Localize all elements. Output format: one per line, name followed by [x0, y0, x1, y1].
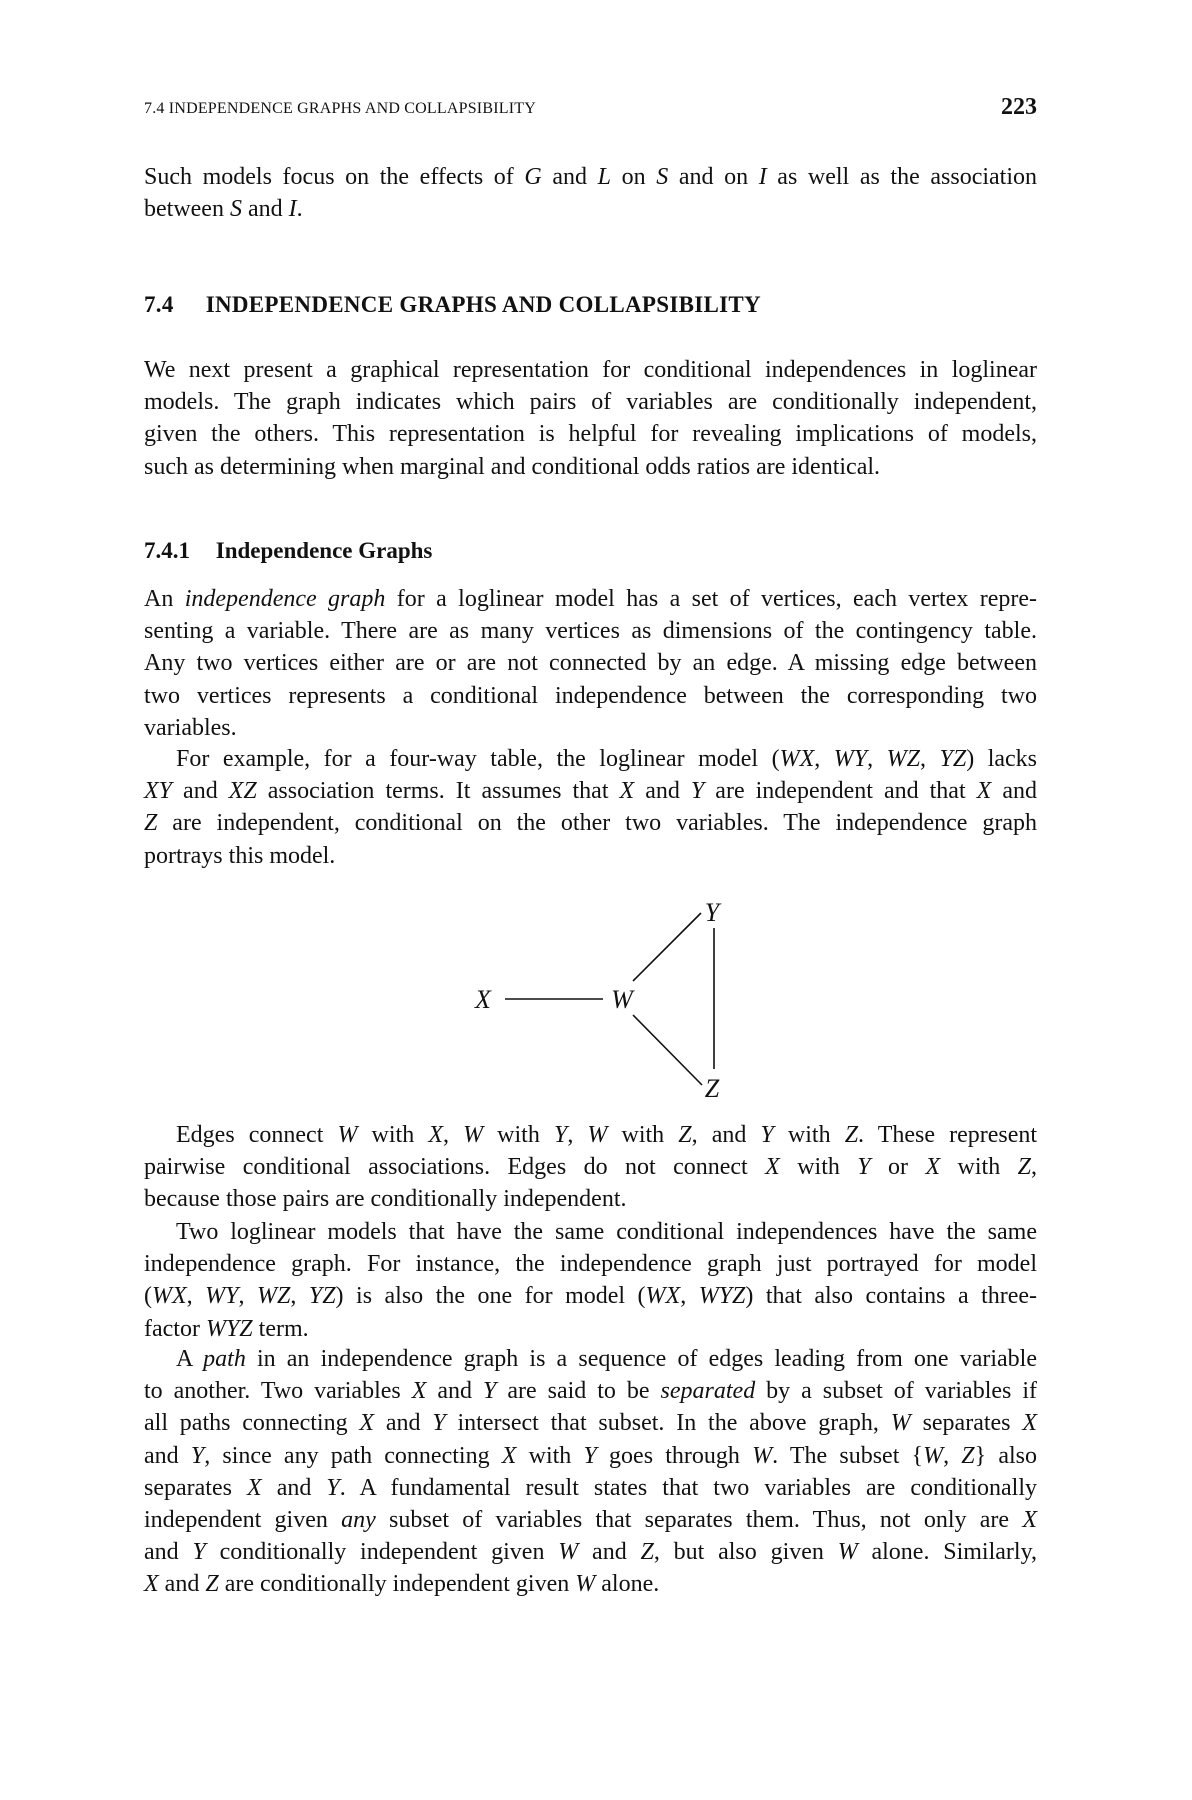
- italic-term: WYZ: [205, 1315, 253, 1342]
- paragraph-line: pairwise conditional associations. Edges do not connect X with Y or X with Z,: [144, 1154, 1037, 1181]
- paragraph-line: (WX, WY, WZ, YZ) is also the one for model (WX, WYZ) that also contains a three-: [144, 1283, 1038, 1310]
- italic-term: X: [925, 1154, 941, 1181]
- paragraph-line: We next present a graphical representation for conditional independences in loglinear: [144, 357, 1037, 383]
- subsection-title: Independence Graphs: [215, 538, 433, 563]
- italic-term: X: [765, 1154, 780, 1181]
- paragraph-line: Two loglinear models that have the same conditional independences have the same: [176, 1219, 1037, 1245]
- italic-term: Z: [1017, 1154, 1031, 1181]
- italic-term: YZ: [308, 1283, 336, 1310]
- paragraph-line: two vertices represents a conditional independence between the corresponding two: [144, 682, 1037, 709]
- paragraph-line: XY and XZ association terms. It assumes that X and Y are independent and that X and: [144, 778, 1038, 805]
- paragraph-line: independence graph. For instance, the independence graph just portrayed for model: [144, 1251, 1037, 1278]
- paragraph-line: Edges connect W with X, W with Y, W with Z, and Y with Z. These represent: [176, 1122, 1038, 1148]
- paragraph-line: models. The graph indicates which pairs of variables are conditionally independent,: [144, 389, 1037, 416]
- italic-term: WX: [779, 746, 815, 772]
- italic-term: Y: [583, 1442, 597, 1469]
- italic-term: X: [411, 1378, 427, 1405]
- italic-term: any: [341, 1507, 376, 1533]
- section-number: 7.4: [144, 292, 174, 317]
- italic-term: Y: [432, 1410, 446, 1437]
- paragraph-line: Z are independent, conditional on the other two variables. The independence graph: [144, 810, 1037, 837]
- italic-term: Z: [640, 1539, 654, 1566]
- italic-term: WX: [152, 1283, 187, 1310]
- paragraph-line: portrays this model.: [144, 842, 336, 869]
- paragraph-line: given the others. This representation is helpful for revealing implications of models,: [144, 421, 1037, 448]
- italic-term: YZ: [939, 746, 967, 772]
- subsection-number: 7.4.1: [144, 538, 190, 563]
- italic-term: W: [752, 1442, 773, 1469]
- italic-term: Z: [844, 1122, 859, 1148]
- italic-term: Y: [192, 1539, 206, 1566]
- paragraph-line: A path in an independence graph is a sequence of edges leading from one variable: [176, 1346, 1037, 1372]
- italic-term: XY: [144, 778, 173, 805]
- italic-term: Y: [326, 1474, 340, 1501]
- paragraph-line: Any two vertices either are or are not connected by an edge. A missing edge between: [144, 650, 1037, 677]
- paragraph-line: such as determining when marginal and conditional odds ratios are identical.: [144, 453, 881, 480]
- italic-term: Z: [205, 1571, 219, 1598]
- italic-term: WY: [205, 1283, 239, 1310]
- italic-term: W: [890, 1410, 911, 1437]
- node-w: W: [611, 985, 633, 1014]
- paragraph-line: because those pairs are conditionally independent.: [144, 1186, 627, 1213]
- italic-term: path: [203, 1346, 246, 1372]
- italic-term: S: [656, 164, 669, 190]
- italic-term: WZ: [257, 1283, 291, 1310]
- node-z: Z: [704, 1074, 720, 1103]
- paragraph-line: to another. Two variables X and Y are said to be separated by a subset of variables if: [144, 1378, 1037, 1405]
- italic-term: X: [359, 1410, 375, 1437]
- italic-term: W: [837, 1539, 858, 1566]
- node-x: X: [475, 985, 491, 1014]
- paragraph-line: An independence graph for a loglinear model has a set of vertices, each vertex repre-: [144, 586, 1037, 612]
- italic-term: X: [247, 1474, 262, 1501]
- italic-term: W: [558, 1539, 579, 1566]
- italic-term: Y: [857, 1154, 871, 1181]
- italic-term: WX: [645, 1283, 681, 1310]
- italic-term: separated: [660, 1378, 756, 1405]
- paragraph-line: and Y conditionally independent given W and Z, but also given W alone. Similarly,: [144, 1539, 1038, 1566]
- italic-term: X: [428, 1122, 443, 1148]
- italic-term: XZ: [228, 778, 257, 805]
- running-header: 7.4 INDEPENDENCE GRAPHS AND COLLAPSIBILITY: [144, 100, 536, 117]
- italic-term: X: [1022, 1507, 1037, 1533]
- italic-term: Z: [678, 1122, 692, 1148]
- italic-term: G: [524, 164, 542, 190]
- paragraph-line: independent given any subset of variables that separates them. Thus, not only are X: [144, 1507, 1037, 1533]
- italic-term: X: [501, 1442, 517, 1469]
- italic-term: Z: [144, 810, 158, 837]
- italic-term: W: [337, 1122, 358, 1148]
- italic-term: S: [229, 196, 242, 223]
- italic-term: W: [575, 1571, 596, 1598]
- paragraph-line: separates X and Y. A fundamental result states that two variables are conditionally: [144, 1474, 1037, 1501]
- paragraph-line: between S and I.: [144, 196, 303, 223]
- paragraph-line: X and Z are conditionally independent given W alone.: [144, 1571, 660, 1598]
- section-title: INDEPENDENCE GRAPHS AND COLLAPSIBILITY: [205, 292, 761, 317]
- italic-term: W: [463, 1122, 484, 1148]
- italic-term: Y: [690, 778, 705, 805]
- italic-term: WYZ: [698, 1283, 746, 1310]
- edge-w-y: [633, 913, 701, 981]
- paragraph-line: For example, for a four-way table, the loglinear model (WX, WY, WZ, YZ) lacks: [176, 746, 1038, 772]
- node-y: Y: [704, 898, 720, 927]
- paragraph-line: all paths connecting X and Y intersect that subset. In the above graph, W separates X: [144, 1410, 1037, 1437]
- italic-term: L: [597, 164, 611, 190]
- paragraph-line: factor WYZ term.: [144, 1315, 309, 1342]
- italic-term: I: [758, 164, 767, 190]
- edge-w-z: [633, 1015, 702, 1085]
- paragraph-line: and Y, since any path connecting X with Y goes through W. The subset {W, Z} also: [144, 1442, 1038, 1469]
- italic-term: W: [587, 1122, 608, 1148]
- paragraph-line: senting a variable. There are as many vertices as dimensions of the contingency table.: [144, 618, 1037, 645]
- italic-term: Y: [553, 1122, 568, 1148]
- italic-term: Y: [190, 1442, 205, 1469]
- italic-term: X: [976, 778, 992, 805]
- italic-term: WY: [833, 746, 868, 772]
- italic-term: X: [619, 778, 635, 805]
- italic-term: I: [288, 196, 297, 223]
- paragraph-line: variables.: [144, 714, 237, 741]
- italic-term: X: [1022, 1410, 1037, 1437]
- italic-term: W: [923, 1442, 944, 1469]
- paragraph-line: Such models focus on the effects of G and L on S and on I as well as the association: [144, 164, 1037, 190]
- italic-term: Y: [760, 1122, 774, 1148]
- italic-term: Y: [483, 1378, 497, 1405]
- italic-term: independence graph: [184, 586, 386, 612]
- page-number: 223: [1001, 94, 1037, 120]
- italic-term: X: [144, 1571, 159, 1598]
- italic-term: Z: [961, 1442, 975, 1469]
- italic-term: WZ: [886, 746, 920, 772]
